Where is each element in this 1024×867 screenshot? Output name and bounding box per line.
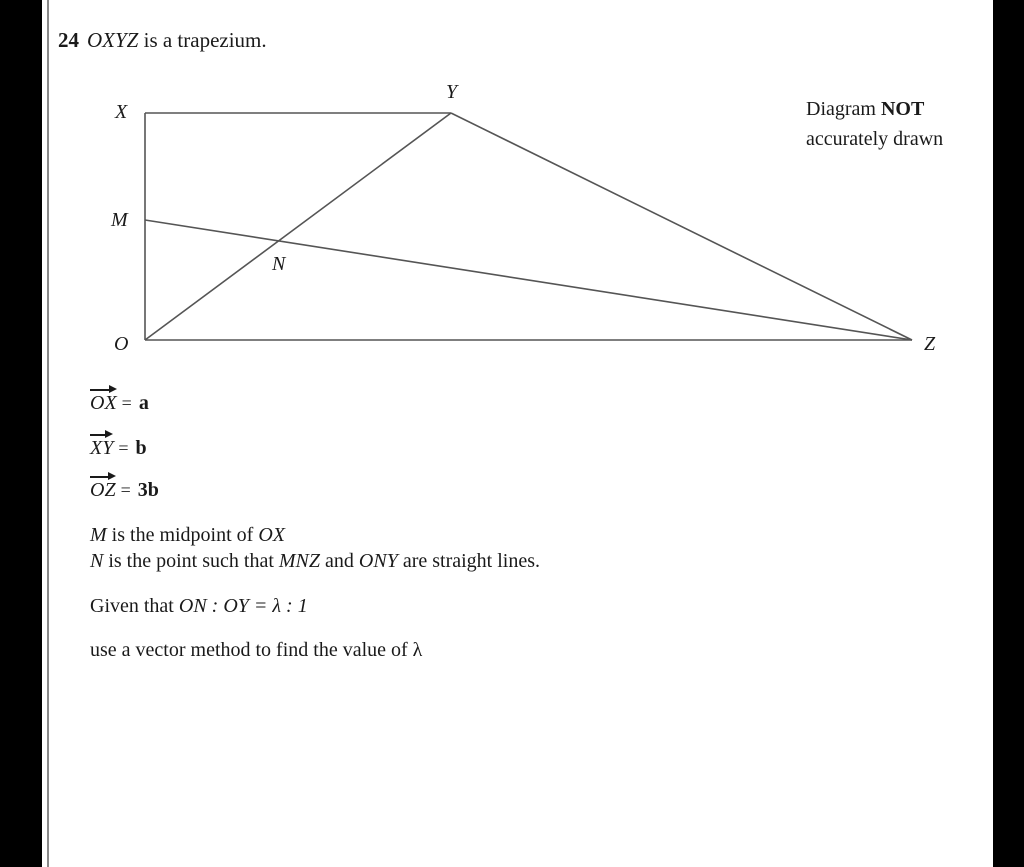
note-line1: Diagram: [806, 98, 876, 120]
vector-value: 3b: [137, 479, 159, 501]
vector-name: OZ: [90, 479, 116, 501]
question-number: 24: [58, 28, 79, 52]
heading-text: is a trapezium.: [143, 28, 267, 52]
statement-point-n: N is the point such that MNZ and ONY are straight lines.: [90, 550, 540, 572]
label-z: Z: [924, 333, 936, 355]
note-bold: NOT: [880, 98, 925, 120]
label-n: N: [272, 253, 286, 275]
statement-given-ratio: Given that ON : OY = λ : 1: [90, 595, 308, 617]
vector-name: OX: [90, 392, 117, 414]
vector-value: b: [135, 437, 147, 459]
label-x: X: [115, 101, 128, 123]
note-line2: accurately drawn: [806, 128, 944, 150]
vector-oz: OZ = 3b: [90, 479, 159, 501]
vector-name: XY: [90, 437, 114, 459]
diagram-note: [806, 94, 943, 154]
statement-instruction: use a vector method to find the value of λ: [90, 639, 423, 661]
statement-midpoint: M is the midpoint of OX: [90, 524, 286, 546]
label-o: O: [114, 333, 129, 355]
label-y: Y: [446, 81, 458, 103]
vector-ox: OX = a: [90, 392, 149, 414]
vector-xy: XY = b: [90, 437, 147, 459]
label-m: M: [111, 209, 128, 231]
vector-value: a: [138, 392, 149, 414]
line-mz: [145, 220, 912, 340]
shape-name: OXYZ: [87, 28, 139, 52]
